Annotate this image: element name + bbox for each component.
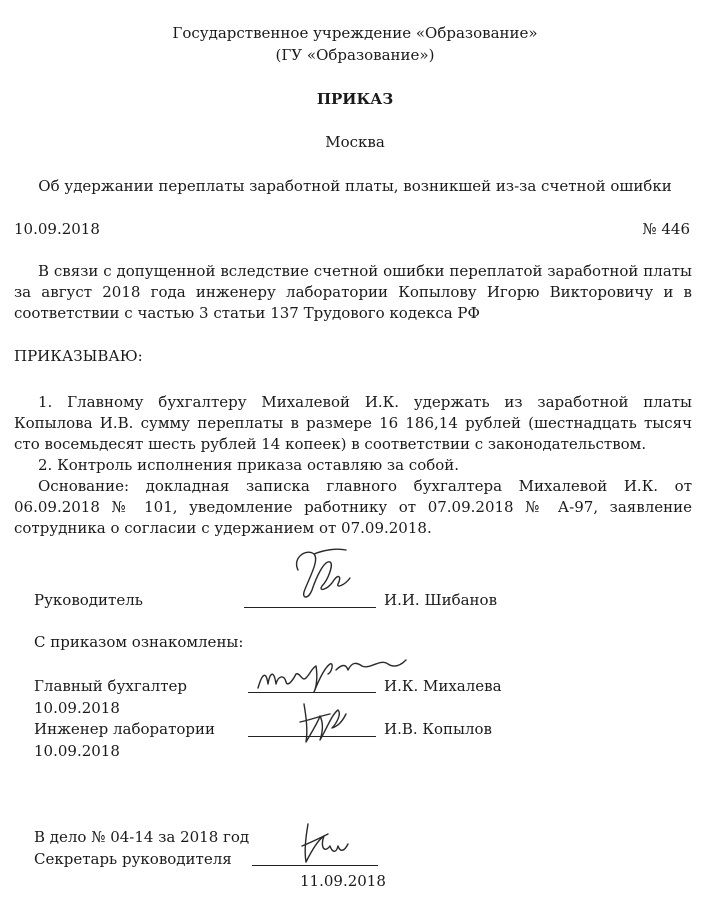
order-item-2: 2. Контроль исполнения приказа оставляю за собой. <box>38 456 460 474</box>
acquainted-label: С приказом ознакомлены: <box>34 633 244 651</box>
secretary-title: Секретарь руководителя <box>34 850 232 868</box>
preamble-block <box>14 261 692 324</box>
engineer-signature <box>290 694 360 750</box>
engineer-date: 10.09.2018 <box>34 742 120 760</box>
organization-name: Государственное учреждение «Образование» <box>172 24 538 42</box>
secretary-date: 11.09.2018 <box>300 872 386 890</box>
head-signature <box>284 540 364 610</box>
order-item-1: 1. Главному бухгалтеру Михалевой И.К. удержать из заработной платы Копылова И.В. сумму переплаты в размере 16 186,14 рублей (шестнадцать тысяч сто восемьдесят шесть рублей 14 копеек) в соответствии с законодательством. <box>14 393 692 453</box>
preamble-text: В связи с допущенной вследствие счетной ошибки переплатой заработной платы за август 2018 года инженеру лаборатории Копылову Игорю Викторовичу и в соответствии с частью 3 статьи 137 Трудового кодекса РФ <box>14 262 692 322</box>
engineer-name: И.В. Копылов <box>384 720 492 738</box>
accountant-name: И.К. Михалева <box>384 677 502 695</box>
document-date: 10.09.2018 <box>14 220 100 238</box>
head-title: Руководитель <box>34 591 143 609</box>
accountant-date: 10.09.2018 <box>34 699 120 717</box>
organization-short-name: (ГУ «Образование») <box>275 46 435 64</box>
case-filing-note: В дело № 04-14 за 2018 год <box>34 828 250 846</box>
engineer-title: Инженер лаборатории <box>34 720 216 738</box>
city: Москва <box>325 133 385 151</box>
accountant-title: Главный бухгалтер <box>34 677 187 695</box>
order-word: ПРИКАЗЫВАЮ: <box>14 347 143 365</box>
head-name: И.И. Шибанов <box>384 591 498 609</box>
document-subject: Об удержании переплаты заработной платы, возникшей из-за счетной ошибки <box>38 177 672 195</box>
order-basis: Основание: докладная записка главного бухгалтера Михалевой И.К. от 06.09.2018 № 101, уведомление работнику от 07.09.2018 № А-97, заявление сотрудника о согласии с удержанием от 07.09.2018. <box>14 477 692 537</box>
secretary-signature <box>294 816 354 868</box>
document-number: № 446 <box>642 220 690 238</box>
document-type: ПРИКАЗ <box>316 90 394 108</box>
order-items <box>14 392 692 539</box>
